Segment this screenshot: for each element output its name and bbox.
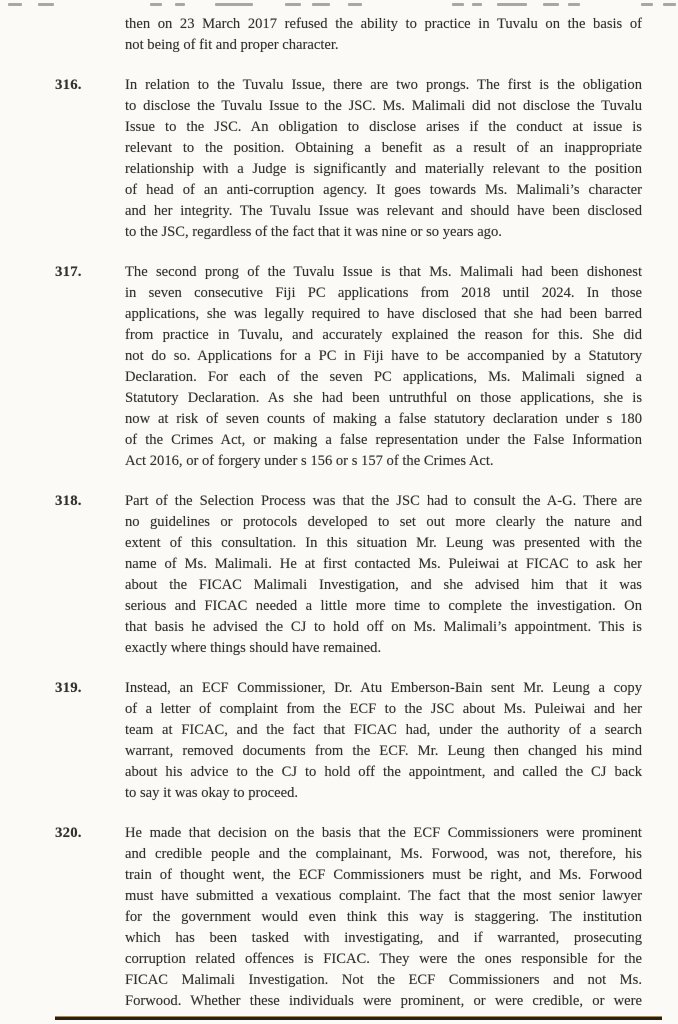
text-line: name of Ms. Malimali. He at first contacted Ms. Puleiwai at FICAC to ask her <box>125 556 642 572</box>
text-line: team at FICAC, and the fact that FICAC had, under the authority of a search <box>125 722 642 738</box>
text-line: to the JSC, regardless of the fact that it was nine or so years ago. <box>125 224 502 240</box>
paragraph-number: 316. <box>55 77 82 93</box>
text-line: exactly where things should have remained. <box>125 640 382 656</box>
text-line: from practice in Tuvalu, and accurately explained the reason for this. She did <box>125 327 642 343</box>
paragraph <box>55 823 642 1012</box>
text-line: relevant to the position. Obtaining a benefit as a result of an inappropriate <box>125 140 642 156</box>
text-line: Part of the Selection Process was that the JSC had to consult the A-G. There are <box>125 493 642 509</box>
text-line: Issue to the JSC. An obligation to disclose arises if the conduct at issue is <box>125 119 642 135</box>
paragraph <box>55 262 642 472</box>
text-line: and credible people and the complainant, Ms. Forwood, was not, therefore, his <box>125 846 642 862</box>
text-line: of head of an anti-corruption agency. It goes towards Ms. Malimali’s character <box>125 182 642 198</box>
text-line: Forwood. Whether these individuals were prominent, or were credible, or were <box>125 993 642 1009</box>
text-line: serious and FICAC needed a little more time to complete the investigation. On <box>125 598 642 614</box>
text-line: to say it was okay to proceed. <box>125 785 299 801</box>
paragraph-text <box>125 491 642 659</box>
paragraph-number: 320. <box>55 825 82 841</box>
paragraph <box>55 678 642 804</box>
text-line: extent of this consultation. In this situation Mr. Leung was presented with the <box>125 535 642 551</box>
text-line: relationship with a Judge is significantly and materially relevant to the position <box>125 161 642 177</box>
text-line: which has been tasked with investigating, and if warranted, prosecuting <box>125 930 642 946</box>
paragraph-number <box>55 14 125 56</box>
text-line: He made that decision on the basis that the ECF Commissioners were prominent <box>125 825 642 841</box>
text-line: Declaration. For each of the seven PC applications, Ms. Malimali signed a <box>125 369 642 385</box>
text-line: corruption related offences is FICAC. They were the ones responsible for the <box>125 951 642 967</box>
text-line: of the Crimes Act, or making a false representation under the False Information <box>125 432 642 448</box>
paragraph-text <box>125 262 642 472</box>
text-line: about the FICAC Malimali Investigation, and she advised him that it was <box>125 577 642 593</box>
paragraph-text <box>125 14 642 56</box>
text-line: In relation to the Tuvalu Issue, there are two prongs. The first is the obligation <box>125 77 642 93</box>
text-line: of a letter of complaint from the ECF to the JSC about Ms. Puleiwai and her <box>125 701 642 717</box>
text-line: The second prong of the Tuvalu Issue is that Ms. Malimali had been dishonest <box>125 264 642 280</box>
text-line: to disclose the Tuvalu Issue to the JSC. Ms. Malimali did not disclose the Tuvalu <box>125 98 642 114</box>
text-line: Instead, an ECF Commissioner, Dr. Atu Emberson-Bain sent Mr. Leung a copy <box>125 680 642 696</box>
text-line: applications, she was legally required to have disclosed that she had been barred <box>125 306 642 322</box>
paragraph <box>55 14 642 56</box>
text-line: not being of fit and proper character. <box>125 37 339 53</box>
text-line: must have submitted a vexatious complaint. The fact that the most senior lawyer <box>125 888 642 904</box>
text-line: now at risk of seven counts of making a false statutory declaration under s 180 <box>125 411 642 427</box>
text-line: for the government would even think this way is staggering. The institution <box>125 909 642 925</box>
paragraph-number: 317. <box>55 264 82 280</box>
text-line: in seven consecutive Fiji PC applications from 2018 until 2024. In those <box>125 285 642 301</box>
text-line: then on 23 March 2017 refused the ability to practice in Tuvalu on the basis of <box>125 16 642 32</box>
text-line: warrant, removed documents from the ECF. Mr. Leung then changed his mind <box>125 743 642 759</box>
paragraph-text <box>125 823 642 1012</box>
text-line: FICAC Malimali Investigation. Not the ECF Commissioners and not Ms. <box>125 972 642 988</box>
text-line: Act 2016, or of forgery under s 156 or s 157 of the Crimes Act. <box>125 453 494 469</box>
text-line: about his advice to the CJ to hold off the appointment, and called the CJ back <box>125 764 642 780</box>
paragraph <box>55 75 642 243</box>
paragraph-text <box>125 678 642 804</box>
text-line: not do so. Applications for a PC in Fiji have to be accompanied by a Statutory <box>125 348 642 364</box>
text-line: that basis he advised the CJ to hold off on Ms. Malimali’s appointment. This is <box>125 619 642 635</box>
text-line: no guidelines or protocols developed to set out more clearly the nature and <box>125 514 642 530</box>
page-bottom-rule <box>55 1016 662 1020</box>
paragraph <box>55 491 642 659</box>
text-line: Statutory Declaration. As she had been untruthful on those applications, she is <box>125 390 642 406</box>
cropped-line-remnants <box>0 0 678 10</box>
paragraph-number: 319. <box>55 680 82 696</box>
paragraph-list <box>55 14 642 1012</box>
paragraph-text <box>125 75 642 243</box>
text-line: train of thought went, the ECF Commissioners must be right, and Ms. Forwood <box>125 867 642 883</box>
text-line: and her integrity. The Tuvalu Issue was relevant and should have been disclosed <box>125 203 642 219</box>
paragraph-number: 318. <box>55 493 82 509</box>
